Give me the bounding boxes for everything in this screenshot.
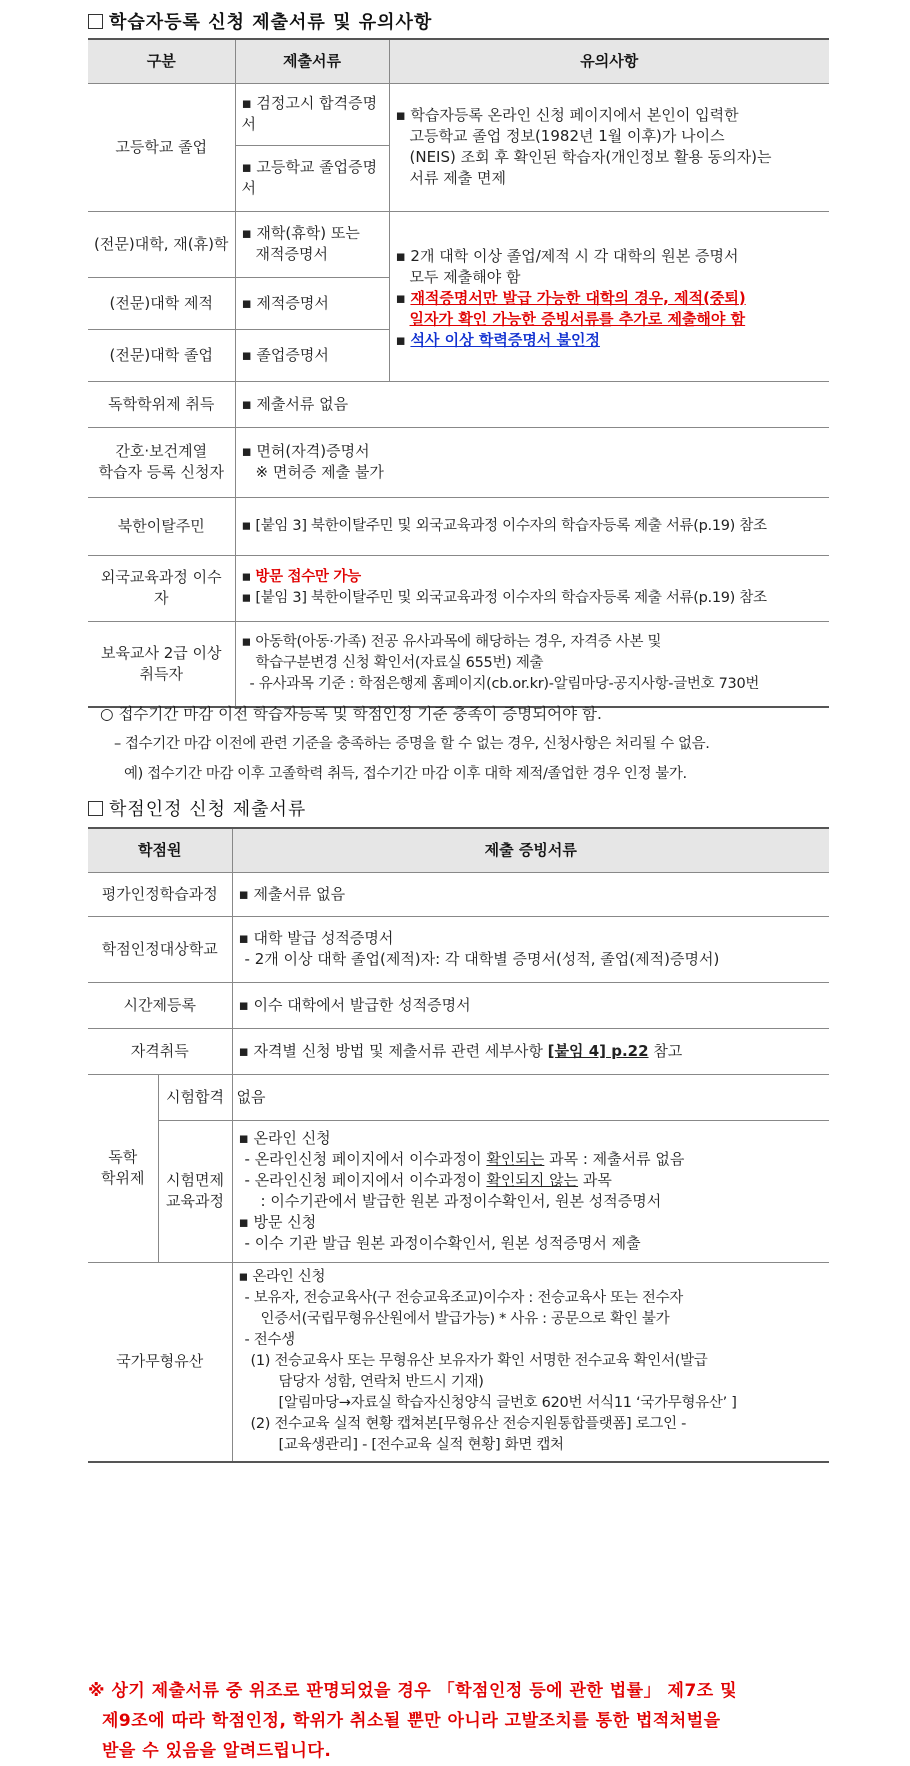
- note-line: 예) 접수기간 마감 이후 고졸학력 취득, 접수기간 마감 이후 대학 제적/졸업한 경우 인정 불가.: [124, 766, 687, 782]
- blue-note-line: 석사 이상 학력증명서 불인정: [410, 330, 600, 349]
- note-cell: [389, 83, 829, 211]
- doc-cell: ▪ 고등학교 졸업증명서: [235, 145, 389, 211]
- doc-cell: [232, 1262, 829, 1462]
- table-row: [88, 83, 829, 145]
- table-header-row: [88, 828, 829, 872]
- note-line: ▪ 2개 대학 이상 졸업/제적 시 각 대학의 원본 증명서: [395, 246, 739, 265]
- row-category: [88, 621, 235, 707]
- note-line: (NEIS) 조회 후 확인된 학습자(개인정보 활용 동의자)는: [409, 148, 772, 166]
- table-row: [88, 1120, 829, 1262]
- row-category: (전문)대학, 재(휴)학: [88, 211, 235, 277]
- table-row: [88, 555, 829, 621]
- registration-documents-table: [88, 38, 829, 708]
- row-category: 외국교육과정 이수자: [88, 555, 235, 621]
- doc-line: 과목: [578, 1171, 612, 1189]
- section1-heading-text: 학습자등록 신청 제출서류 및 유의사항: [109, 12, 433, 33]
- underlined-text: 확인되는: [486, 1150, 545, 1168]
- table-row: [88, 427, 829, 497]
- doc-cell: [235, 621, 829, 707]
- doc-line: ▪ [붙임 3] 북한이탈주민 및 외국교육과정 이수자의 학습자등록 제출 서류(p.19) 참조: [241, 590, 767, 606]
- note-line: 서류 제출 면제: [409, 169, 506, 187]
- header-documents: 제출서류: [235, 39, 389, 83]
- doc-line: ▪ 방문 신청: [238, 1213, 317, 1231]
- doc-line: 재적증명서: [255, 245, 328, 263]
- row-category: 독학학위제 취득: [88, 381, 235, 427]
- doc-line: ▪ 아동학(아동·가족) 전공 유사과목에 해당하는 경우, 자격증 사본 및: [241, 634, 662, 651]
- table-row: [88, 872, 829, 916]
- doc-line: ※ 면허증 제출 불가: [255, 463, 384, 481]
- doc-line: ▪ 온라인 신청: [238, 1269, 326, 1286]
- doc-cell: ▪ 검정고시 합격증명서: [235, 83, 389, 145]
- row-category: (전문)대학 졸업: [88, 329, 235, 381]
- note-line: – 접수기간 마감 이전에 관련 기준을 충족하는 증명을 할 수 없는 경우, 신청사항은 처리될 수 없음.: [114, 736, 710, 752]
- category-line: 독학: [108, 1148, 138, 1166]
- note-line: ▪ 학습자등록 온라인 신청 페이지에서 본인이 입력한: [395, 106, 739, 124]
- underlined-text: 확인되지 않는: [486, 1171, 579, 1189]
- sub-category: 시험합격: [158, 1074, 232, 1120]
- doc-cell: ▪ 이수 대학에서 발급한 성적증명서: [232, 982, 829, 1028]
- header-notes: 유의사항: [389, 39, 829, 83]
- table-header-row: [88, 39, 829, 83]
- category-line: 취득자: [139, 664, 183, 683]
- doc-line: - 유사과목 기준 : 학점은행제 홈페이지(cb.or.kr)-알림마당-공지사항-글번호 730번: [249, 676, 760, 693]
- header-credit-source: 학점원: [88, 828, 232, 872]
- red-note-line: 일자가 확인 가능한 증빙서류를 추가로 제출해야 함: [409, 309, 746, 328]
- category-line: 보육교사 2급 이상: [100, 643, 222, 662]
- bullet: ▪: [395, 288, 411, 307]
- warning-line: 받을 수 있음을 알려드립니다.: [102, 1741, 332, 1761]
- doc-cell: [235, 555, 829, 621]
- doc-line: 인증서(국립무형유산원에서 발급가능) * 사유 : 공문으로 확인 불가: [260, 1311, 670, 1328]
- doc-cell: 없음: [232, 1074, 829, 1120]
- row-category: [88, 427, 235, 497]
- row-category: 북한이탈주민: [88, 497, 235, 555]
- doc-line: 담당자 성함, 연락처 반드시 기재): [278, 1374, 484, 1391]
- row-category: 국가무형유산: [88, 1262, 232, 1462]
- sub-category: [158, 1120, 232, 1262]
- doc-cell: ▪ 제출서류 없음: [235, 381, 829, 427]
- doc-line: 참고: [648, 1041, 683, 1060]
- doc-cell: [235, 211, 389, 277]
- section2-heading-text: 학점인정 신청 제출서류: [109, 799, 307, 820]
- appendix-reference: [붙임 4] p.22: [547, 1041, 649, 1060]
- doc-line: ▪ 대학 발급 성적증명서: [238, 929, 394, 947]
- note-cell: [389, 211, 829, 381]
- doc-line: [교육생관리] - [전수교육 실적 현황] 화면 캡처: [278, 1437, 564, 1454]
- doc-line: ▪ 면허(자격)증명서: [241, 442, 370, 460]
- table-row: [88, 381, 829, 427]
- checkbox-square-icon: [88, 801, 103, 816]
- row-category: 시간제등록: [88, 982, 232, 1028]
- doc-line: - 보유자, 전승교육사(구 전승교육조교)이수자 : 전승교육사 또는 전수자: [244, 1290, 684, 1307]
- section1-heading: [88, 8, 432, 34]
- forgery-warning: [88, 1676, 833, 1766]
- doc-line: - 이수 기관 발급 원본 과정이수확인서, 원본 성적증명서 제출: [244, 1234, 641, 1252]
- table-row: [88, 1074, 829, 1120]
- note-line: ○ 접수기간 마감 이전 학습자등록 및 학점인정 기준 충족이 증명되어야 함.: [100, 705, 602, 723]
- credit-documents-table: [88, 827, 829, 1463]
- table-row: [88, 982, 829, 1028]
- doc-cell: ▪ 졸업증명서: [235, 329, 389, 381]
- row-category: 고등학교 졸업: [88, 83, 235, 211]
- doc-line: (1) 전승교육사 또는 무형유산 보유자가 확인 서명한 전수교육 확인서(발급: [250, 1353, 708, 1370]
- doc-line: ▪ 자격별 신청 방법 및 제출서류 관련 세부사항: [238, 1041, 548, 1060]
- category-line: 간호·보건계열: [115, 442, 208, 460]
- section2-heading: [88, 795, 306, 821]
- warning-line: ※ 상기 제출서류 중 위조로 판명되었을 경우 「학점인정 등에 관한 법률」 제7조 및: [88, 1681, 738, 1701]
- doc-cell: ▪ 제출서류 없음: [232, 872, 829, 916]
- table-row: [88, 211, 829, 277]
- doc-line: 학습구분변경 신청 확인서(자료실 655번) 제출: [255, 655, 544, 672]
- doc-cell: ▪ 제적증명서: [235, 277, 389, 329]
- red-note-line: 재적증명서만 발급 가능한 대학의 경우, 제적(중퇴): [410, 288, 746, 307]
- doc-cell: [235, 427, 829, 497]
- row-category: 자격취득: [88, 1028, 232, 1074]
- note-line: 고등학교 졸업 정보(1982년 1월 이후)가 나이스: [409, 127, 725, 145]
- doc-cell: [232, 1120, 829, 1262]
- doc-line: ▪ 재학(휴학) 또는: [241, 224, 360, 242]
- doc-line: 과목 : 제출서류 없음: [544, 1150, 685, 1168]
- doc-line: - 전수생: [244, 1332, 295, 1349]
- doc-line: - 온라인신청 페이지에서 이수과정이: [244, 1171, 487, 1189]
- checkbox-square-icon: [88, 14, 103, 29]
- category-line: 학습자 등록 신청자: [98, 463, 224, 481]
- doc-line: - 2개 이상 대학 졸업(제적)자: 각 대학별 증명서(성적, 졸업(제적)증명서): [244, 950, 720, 968]
- category-line: 학위제: [101, 1169, 145, 1187]
- category-line: 교육과정: [166, 1192, 224, 1210]
- doc-cell: [232, 916, 829, 982]
- table-row: [88, 621, 829, 707]
- doc-cell: ▪ [붙임 3] 북한이탈주민 및 외국교육과정 이수자의 학습자등록 제출 서류(p.19) 참조: [235, 497, 829, 555]
- deadline-notes: [100, 699, 709, 789]
- row-category: (전문)대학 제적: [88, 277, 235, 329]
- table-row: [88, 1262, 829, 1462]
- warning-line: 제9조에 따라 학점인정, 학위가 취소될 뿐만 아니라 고발조치를 통한 법적처벌을: [102, 1711, 721, 1731]
- header-category: 구분: [88, 39, 235, 83]
- doc-line: [알림마당→자료실 학습자신청양식 글번호 620번 서식11 ‘국가무형유산’ ]: [278, 1395, 737, 1412]
- doc-cell: [232, 1028, 829, 1074]
- row-category: [88, 1074, 158, 1262]
- row-category: 평가인정학습과정: [88, 872, 232, 916]
- table-row: [88, 916, 829, 982]
- doc-line: (2) 전수교육 실적 현황 캡쳐본[무형유산 전승지원통합플랫폼] 로그인 -: [250, 1416, 687, 1433]
- doc-line: ▪ 온라인 신청: [238, 1129, 331, 1147]
- red-doc-line: 방문 접수만 가능: [255, 569, 361, 585]
- note-line: 모두 제출해야 함: [409, 267, 521, 286]
- table-row: [88, 1028, 829, 1074]
- doc-line: : 이수기관에서 발급한 원본 과정이수확인서, 원본 성적증명서: [260, 1192, 662, 1210]
- bullet: ▪: [241, 569, 256, 585]
- bullet: ▪: [395, 330, 411, 349]
- table-row: [88, 497, 829, 555]
- row-category: 학점인정대상학교: [88, 916, 232, 982]
- header-proof-documents: 제출 증빙서류: [232, 828, 829, 872]
- doc-line: - 온라인신청 페이지에서 이수과정이: [244, 1150, 487, 1168]
- category-line: 시험면제: [166, 1171, 224, 1189]
